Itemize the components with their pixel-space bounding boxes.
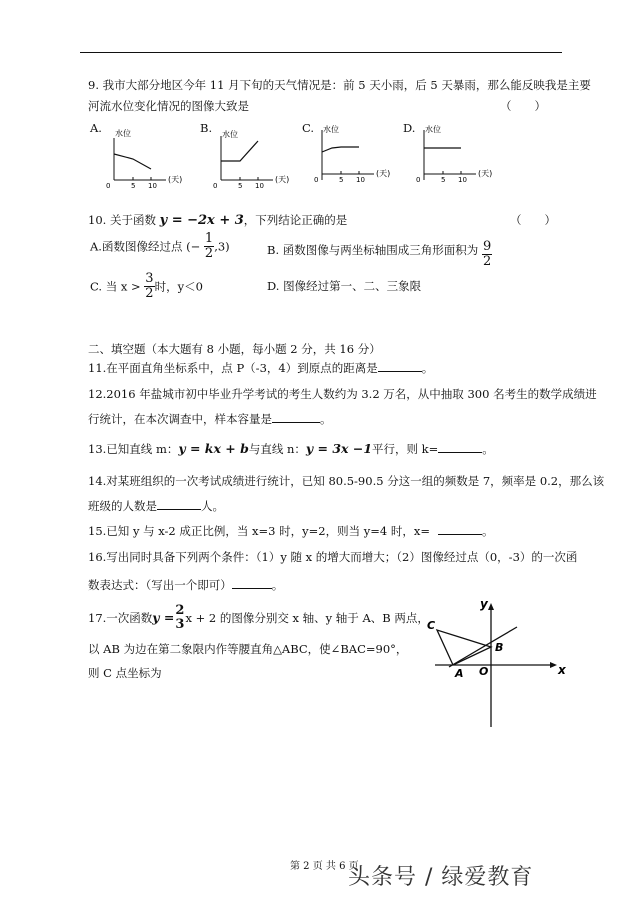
q10-c-den: 2 — [145, 286, 154, 301]
q9-d-ylabel: 水位 — [425, 125, 441, 134]
q9-d-xlabel: (天) — [478, 169, 493, 178]
q9-c-ylabel: 水位 — [323, 125, 339, 134]
q17-line3: 则 C 点坐标为 — [88, 666, 162, 680]
q10-stem: 10. 关于函数 y = −2x + 3，下列结论正确的是 — [88, 213, 348, 228]
q16-blank — [232, 577, 272, 589]
q9-c-curve — [322, 147, 359, 152]
q10-a-num: 1 — [204, 231, 214, 246]
line-ab — [449, 627, 517, 667]
q9-a-ylabel: 水位 — [115, 129, 131, 138]
q9-c-xlabel: (天) — [376, 169, 391, 178]
q9-line1: 9. 我市大部分地区今年 11 月下旬的天气情况是：前 5 天小雨，后 5 天暴雨，那么能反映我是主要 — [88, 78, 591, 92]
axis-label-x: x — [558, 663, 566, 677]
q10-b-den: 2 — [483, 254, 492, 269]
q9-b-tick-0: 0 — [213, 182, 218, 190]
q15: 15.已知 y 与 x-2 成正比例，当 x=3 时，y=2，则当 y=4 时，x= 。 — [88, 524, 494, 538]
point-a-label: A — [455, 667, 464, 680]
q10-function: y = −2x + 3 — [159, 213, 244, 228]
q9-b-curve — [221, 141, 258, 161]
q9-a-curve — [114, 154, 151, 169]
header-rule — [80, 52, 562, 53]
q16-line1: 16.写出同时具备下列两个条件：（1）y 随 x 的增大而增大；（2）图像经过点（0，-3）的一次函 — [88, 550, 578, 564]
point-c-label: C — [427, 619, 436, 632]
q14-line2: 班级的人数是 人。 — [88, 499, 224, 513]
q9-option-a-label: A. — [90, 121, 102, 135]
q17-figure — [415, 595, 575, 730]
q9-answer-paren: （ ） — [500, 99, 546, 113]
q10-option-a: A.函数图像经过点 (− $\frac{1}{2}$ ,3) — [90, 231, 230, 261]
q11-blank — [378, 360, 422, 372]
q9-d-tick-10: 10 — [458, 176, 467, 184]
q9-a-xlabel: (天) — [168, 175, 183, 184]
q9-c-tick-5: 5 — [339, 176, 344, 184]
q9-d-tick-5: 5 — [441, 176, 446, 184]
q9-graph-d — [410, 124, 502, 190]
q13: 13.已知直线 m：y = kx + b与直线 n：y = 3x −1平行，则 k= 。 — [88, 441, 494, 456]
page-footer: 第 2 页 共 6 页 — [290, 861, 359, 872]
watermark: 头条号 / 绿爱教育 — [348, 865, 534, 890]
point-b-label: B — [495, 641, 504, 654]
q17-line2: 以 AB 为边在第二象限内作等腰直角△ABC，使∠BAC=90°， — [88, 642, 408, 656]
q9-graph-c — [308, 124, 400, 190]
q9-a-tick-0: 0 — [106, 182, 111, 190]
q13-blank — [438, 441, 482, 453]
q9-option-d-label: D. — [403, 121, 416, 135]
q9-a-tick-10: 10 — [148, 182, 157, 190]
q10-a-den: 2 — [204, 246, 214, 261]
q10-option-c: C. 当 x > $\frac{3}{2}$ 时，y＜0 — [90, 271, 203, 301]
q9-graph-b — [207, 124, 299, 190]
q9-c-tick-0: 0 — [314, 176, 319, 184]
q9-c-tick-10: 10 — [356, 176, 365, 184]
q16-line2: 数表达式：（写出一个即可） 。 — [88, 578, 284, 592]
q15-blank — [438, 523, 482, 535]
section-2-heading: 二、填空题（本大题有 8 小题，每小题 2 分，共 16 分） — [88, 342, 381, 356]
q9-graph-a — [100, 124, 192, 190]
q10-option-d: D. 图像经过第一、二、三象限 — [267, 279, 422, 293]
q12-line1: 12.2016 年盐城市初中毕业升学考试的考生人数约为 3.2 万名，从中抽取 300 名考生的数学成绩进 — [88, 387, 597, 401]
q9-b-tick-5: 5 — [238, 182, 243, 190]
q9-b-ylabel: 水位 — [222, 130, 238, 139]
q9-b-tick-10: 10 — [255, 182, 264, 190]
origin-label: O — [479, 665, 489, 678]
q10-c-num: 3 — [145, 271, 154, 286]
axis-label-y: y — [480, 597, 488, 611]
q14-line1: 14.对某班组织的一次考试成绩进行统计，已知 80.5-90.5 分这一组的频数是 7，频率是 0.2，那么该 — [88, 474, 605, 488]
q9-option-b-label: B. — [200, 121, 213, 135]
q9-b-xlabel: (天) — [275, 175, 290, 184]
q9-d-tick-0: 0 — [416, 176, 421, 184]
q17-line1: 17.一次函数y = 2 3 x + 2 的图像分别交 x 轴、y 轴于 A、B 两点， — [88, 603, 429, 632]
q9-a-tick-5: 5 — [131, 182, 136, 190]
q11: 11.在平面直角坐标系中，点 P（-3，4）到原点的距离是 。 — [88, 361, 434, 375]
q10-answer-paren: （ ） — [510, 213, 556, 227]
q9-option-c-label: C. — [302, 121, 315, 135]
q9-line2: 河流水位变化情况的图像大致是 — [88, 99, 249, 113]
q14-blank — [157, 498, 201, 510]
q12-blank — [272, 411, 320, 423]
q10-b-num: 9 — [483, 239, 492, 254]
q10-option-b: B. 函数图像与两坐标轴围成三角形面积为 — [267, 243, 479, 257]
q10-option-b-frac — [482, 240, 492, 269]
q12-line2: 行统计，在本次调查中，样本容量是 。 — [88, 412, 332, 426]
